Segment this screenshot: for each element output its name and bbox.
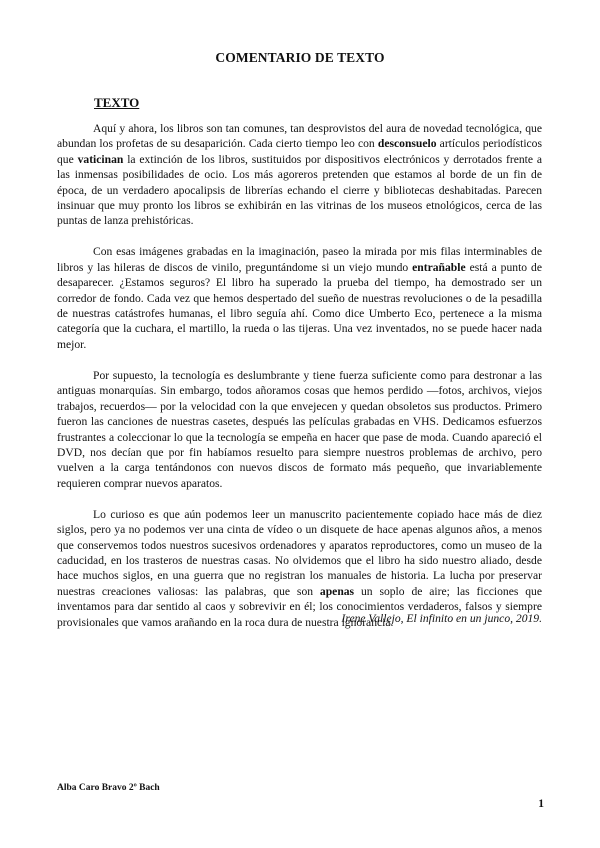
paragraph-1-text: Aquí y ahora, los libros son tan comunes, tan desprovistos del aura de novedad tecnológica, que abundan los profetas de su desaparición. Cada cierto tiempo leo con [57, 122, 542, 151]
paragraph-2 [57, 244, 542, 352]
bold-word-desconsuelo: desconsuelo [377, 137, 437, 151]
paragraph-1-text: la extinción de los libros, sustituidos por dispositivos electrónicos y derrotados frente a las inmensas posibilidades de ocio. Los más agoreros pretenden que estamos al borde de un fin de época, de un verdadero apocalipsis de librerías echando el cierre y bibliotecas deshabitadas. Parecen insinuar que muy pronto los libros se exhibirán en las vitrinas de los museos etnológicos, cerca de las puntas de lanza prehistóricas. [57, 152, 543, 228]
section-heading: TEXTO [94, 95, 140, 110]
paragraph-1 [57, 121, 542, 229]
paragraph-4-text: un soplo de aire; las ficciones que inventamos para dar sentido al caos y sobrevivir en él; los conocimientos verdaderos, falsos y siempre provisionales que vamos arañando en la roca dura de nuestra ignorancia. [57, 584, 542, 629]
paragraph-3-text: Por supuesto, la tecnología es deslumbrante y tiene fuerza suficiente como para destronar a las antiguas monarquías. Sin embargo, todos añoramos cosas que hemos perdido —fotos, archivos, viejos trabajos, recuerdos— por la velocidad con la que envejecen y quedan obsoletos sus productos. Primero fueron las canciones de nuestras casetes, después las películas grabadas en VHS. Dedicamos esfuerzos frustrantes a coleccionar lo que la tecnología se empeña en hacer que pase de moda. Cuando apareció el DVD, nos decían que por fin habíamos resuelto para siempre nuestros problemas de archivo, pero vuelven a la carga tentándonos con nuevos discos de formato más pequeño, que invariablemente requieren comprar nuevos aparatos. [57, 368, 542, 490]
document-title: COMENTARIO DE TEXTO [215, 50, 385, 65]
text-body [57, 121, 542, 646]
page-number: 1 [538, 798, 544, 810]
paragraph-3 [57, 368, 542, 491]
citation: Irene Vallejo, El infinito en un junco, 2019. [341, 612, 542, 625]
footer-author: Alba Caro Bravo 2º Bach [57, 783, 160, 793]
bold-word-entranable: entrañable [412, 260, 466, 274]
paragraph-2-text: Con esas imágenes grabadas en la imaginación, paseo la mirada por mis filas interminables de libros y las hileras de discos de vinilo, preguntándome si un viejo mundo [57, 245, 542, 274]
paragraph-2-text: está a punto de desaparecer. ¿Estamos seguros? El libro ha superado la prueba del tiempo, ha demostrado ser un corredor de fondo. Cada vez que hemos despertado del sueño de nuestras revoluciones o de la pesadilla de nuestras catástrofes humanas, el libro seguía ahí. Como dice Umberto Eco, pertenece a la misma categoría que la cuchara, el martillo, la rueda o las tijeras. Una vez inventados, no se puede hacer nada mejor. [57, 260, 542, 351]
paragraph-4-text: Lo curioso es que aún podemos leer un manuscrito pacientemente copiado hace más de diez siglos, pero ya no podemos ver una cinta de vídeo o un disquete de hace apenas algunos años, a menos que conservemos todos nuestros sucesivos ordenadores y aparatos reproductores, como un museo de la caducidad, en los trasteros de nuestras casas. No olvidemos que el libro ha sido nuestro aliado, desde hace muchos siglos, en una guerra que no registran los manuales de historia. La lucha por preservar nuestras creaciones valiosas: las palabras, que son [57, 507, 542, 598]
bold-word-vaticinan: vaticinan [77, 152, 124, 166]
bold-word-apenas: apenas [319, 584, 355, 598]
paragraph-1-text: artículos periodísticos que [57, 137, 542, 166]
